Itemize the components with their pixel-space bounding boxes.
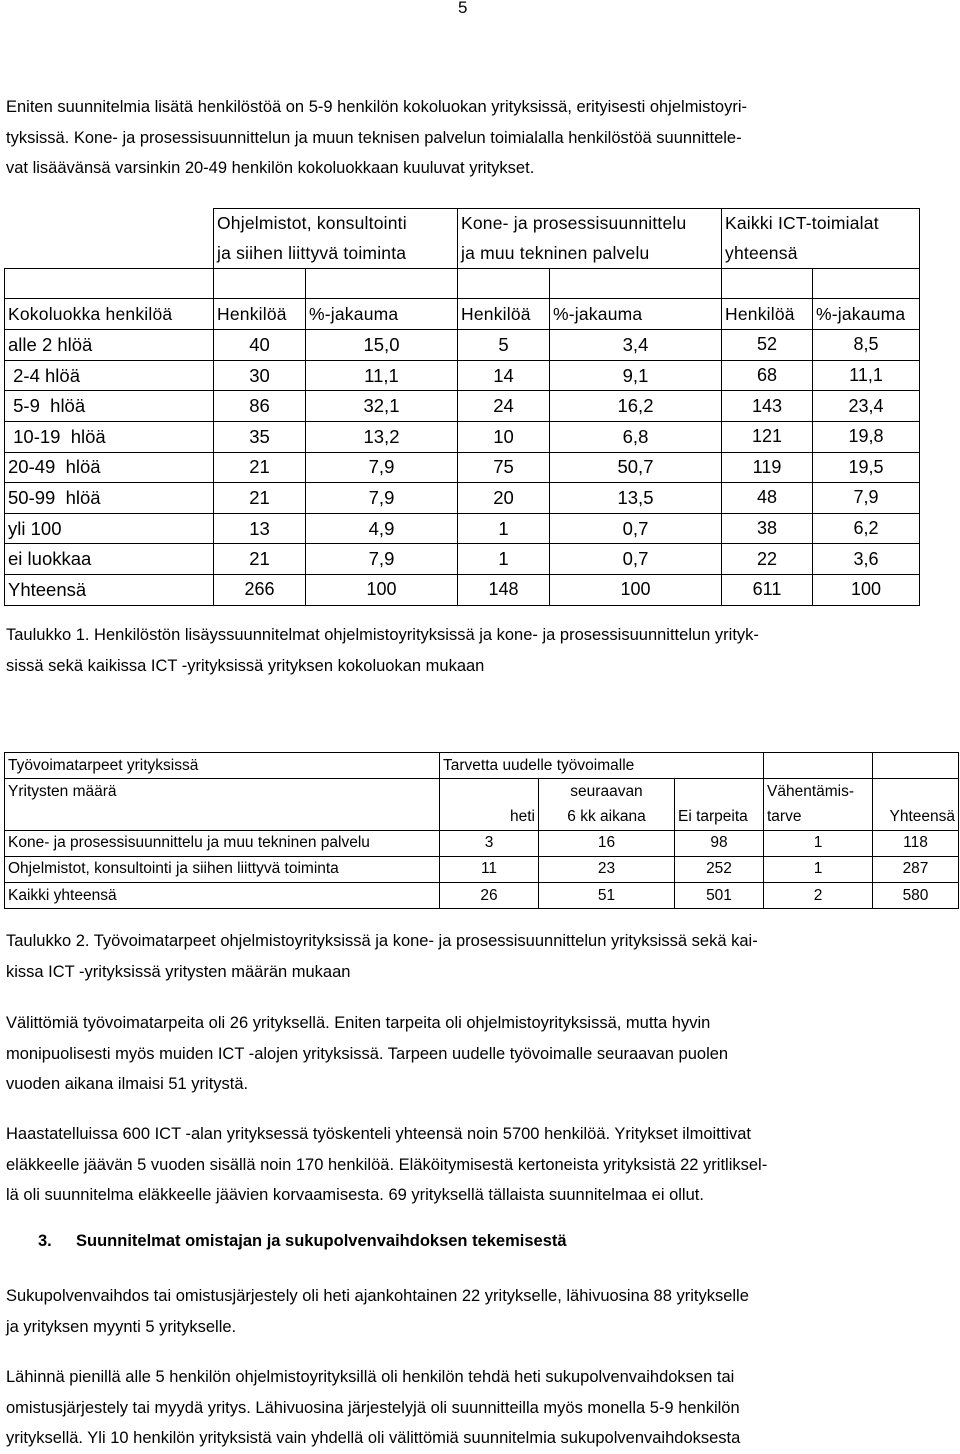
table-cell: 68 — [722, 360, 813, 391]
column-header: %-jakauma — [306, 299, 458, 330]
row-label: ei luokkaa — [5, 544, 214, 575]
table2-caption — [6, 926, 936, 987]
table-cell: 7,9 — [813, 483, 920, 514]
table-cell: 20 — [458, 483, 550, 514]
table-cell: 10 — [458, 421, 550, 452]
table-cell: 13 — [214, 513, 306, 544]
table-cell: 21 — [214, 544, 306, 575]
table-cell: 501 — [675, 882, 764, 908]
table-cell: 580 — [873, 882, 959, 908]
table-cell: 22 — [722, 544, 813, 575]
table-cell: 32,1 — [306, 391, 458, 422]
workforce-needs-table — [4, 752, 959, 909]
table-cell: 11,1 — [306, 360, 458, 391]
table-cell: 16 — [539, 830, 675, 856]
column-header: Kokoluokka henkilöä — [5, 299, 214, 330]
empty-cell — [550, 269, 722, 299]
header-seuraavan: seuraavan — [539, 779, 675, 805]
table-cell: 4,9 — [306, 513, 458, 544]
text-line: Välittömiä työvoimatarpeita oli 26 yrityksellä. Eniten tarpeita oli ohjelmistoyrityksissä, mutta hyvin — [6, 1014, 711, 1032]
table-row — [5, 513, 920, 544]
text-line: Lähinnä pienillä alle 5 henkilön ohjelmistoyrityksillä oli henkilön tehdä heti sukupolvenvaihdoksen tai — [6, 1368, 735, 1386]
group-header-all-ict: Kaikki ICT-toimialat — [722, 209, 920, 239]
table-cell: 8,5 — [813, 330, 920, 361]
staffing-table — [4, 208, 920, 606]
table-cell: 19,8 — [813, 421, 920, 452]
empty-cell — [873, 779, 959, 805]
intro-paragraph — [6, 92, 936, 184]
empty-cell — [5, 804, 440, 830]
empty-cell — [764, 753, 873, 779]
table-cell: 75 — [458, 452, 550, 483]
row-label: 5-9 hlöä — [5, 391, 214, 422]
empty-cell — [675, 753, 764, 779]
caption-line: kissa ICT -yrityksissä yritysten määrän mukaan — [6, 962, 351, 981]
table-cell: 16,2 — [550, 391, 722, 422]
table-row — [5, 882, 959, 908]
empty-cell — [5, 269, 214, 299]
section-title: Suunnitelmat omistajan ja sukupolvenvaihdoksen tekemisestä — [76, 1232, 567, 1250]
table-cell: 3 — [440, 830, 539, 856]
paragraph-succession — [6, 1281, 936, 1342]
table-cell: 26 — [440, 882, 539, 908]
column-header: Henkilöä — [214, 299, 306, 330]
table-row — [5, 483, 920, 514]
table-cell: 21 — [214, 483, 306, 514]
table-cell: 5 — [458, 330, 550, 361]
table-cell: 13,5 — [550, 483, 722, 514]
paragraph-retirement — [6, 1119, 936, 1211]
table-row — [5, 421, 920, 452]
group-header-all-ict-2: yhteensä — [722, 239, 813, 269]
column-header: Henkilöä — [722, 299, 813, 330]
group-header: Tarvetta uudelle työvoimalle — [440, 753, 675, 779]
table-cell: 252 — [675, 856, 764, 882]
empty-cell — [675, 779, 764, 805]
paragraph-workforce — [6, 1008, 936, 1100]
table-row — [5, 452, 920, 483]
row-label: 2-4 hlöä — [5, 360, 214, 391]
section-heading — [38, 1232, 567, 1251]
empty-cell — [5, 209, 214, 239]
sub-label: Yritysten määrä — [5, 779, 440, 805]
table-cell: 13,2 — [306, 421, 458, 452]
table-cell: 51 — [539, 882, 675, 908]
empty-cell — [306, 269, 458, 299]
empty-cell — [813, 269, 920, 299]
header-yhteensa: Yhteensä — [873, 804, 959, 830]
table-cell: 24 — [458, 391, 550, 422]
table-cell: 23 — [539, 856, 675, 882]
row-label: Kone- ja prosessisuunnittelu ja muu tekninen palvelu — [5, 830, 440, 856]
table-row — [5, 544, 920, 575]
table-cell: 287 — [873, 856, 959, 882]
table1-caption — [6, 620, 936, 681]
table-cell: 35 — [214, 421, 306, 452]
table-cell: 1 — [764, 830, 873, 856]
table-cell: 40 — [214, 330, 306, 361]
text-line: Haastatelluissa 600 ICT -alan yrityksessä työskenteli yhteensä noin 5700 henkilöä. Yritykset ilmoittivat — [6, 1125, 752, 1143]
table-cell: 98 — [675, 830, 764, 856]
table-cell: 11 — [440, 856, 539, 882]
caption-line: Taulukko 2. Työvoimatarpeet ohjelmistoyrityksissä ja kone- ja prosessisuunnittelun yrityksissä sekä kai- — [6, 932, 758, 950]
row-label: alle 2 hlöä — [5, 330, 214, 361]
table-cell: 23,4 — [813, 391, 920, 422]
text-line: yrityksellä. Yli 10 henkilön yrityksistä vain yhdellä oli välittömiä suunnitelmia sukupolvenvaihdoksesta — [6, 1429, 741, 1447]
header-6kk: 6 kk aikana — [539, 804, 675, 830]
empty-cell — [214, 269, 306, 299]
text-line: Sukupolvenvaihdos tai omistusjärjestely oli heti ajankohtainen 22 yritykselle, lähivuosina 88 yritykselle — [6, 1287, 749, 1305]
group-header-engineering: Kone- ja prosessisuunnittelu — [458, 209, 722, 239]
table-cell: 0,7 — [550, 513, 722, 544]
text-line: ja yrityksen myynti 5 yritykselle. — [6, 1317, 237, 1336]
table-cell: 118 — [873, 830, 959, 856]
table-cell: 0,7 — [550, 544, 722, 575]
empty-cell — [813, 239, 920, 269]
table-cell: 52 — [722, 330, 813, 361]
paragraph-small-companies — [6, 1362, 936, 1454]
table-cell: 9,1 — [550, 360, 722, 391]
empty-cell — [5, 239, 214, 269]
table-row — [5, 330, 920, 361]
column-header: Henkilöä — [458, 299, 550, 330]
table-cell: 86 — [214, 391, 306, 422]
table-cell: 1 — [458, 513, 550, 544]
table-row — [5, 574, 920, 605]
table-cell: 7,9 — [306, 452, 458, 483]
text-line: vuoden aikana ilmaisi 51 yritystä. — [6, 1075, 249, 1093]
table-cell: 7,9 — [306, 544, 458, 575]
text-line: vat lisäävänsä varsinkin 20-49 henkilön kokoluokkaan kuuluvat yritykset. — [6, 159, 535, 177]
table-cell: 143 — [722, 391, 813, 422]
empty-cell — [458, 269, 550, 299]
table-cell: 100 — [550, 574, 722, 605]
table-cell: 3,4 — [550, 330, 722, 361]
table-row — [5, 360, 920, 391]
empty-cell — [873, 753, 959, 779]
table-cell: 121 — [722, 421, 813, 452]
header-vahentamis: Vähentämis- — [764, 779, 873, 805]
table-cell: 148 — [458, 574, 550, 605]
row-label: 10-19 hlöä — [5, 421, 214, 452]
table-row — [5, 391, 920, 422]
header-ei-tarpeita: Ei tarpeita — [675, 804, 764, 830]
text-line: tyksissä. Kone- ja prosessisuunnittelun ja muun teknisen palvelun toimialalla henkilöstöä suunnittele- — [6, 128, 742, 147]
column-header: %-jakauma — [813, 299, 920, 330]
table-cell: 38 — [722, 513, 813, 544]
row-label: Kaikki yhteensä — [5, 882, 440, 908]
row-label: Ohjelmistot, konsultointi ja siihen liittyvä toiminta — [5, 856, 440, 882]
row-label: 50-99 hlöä — [5, 483, 214, 514]
group-header-engineering-2: ja muu tekninen palvelu — [458, 239, 722, 269]
table-cell: 6,2 — [813, 513, 920, 544]
table-row — [5, 830, 959, 856]
table-cell: 1 — [458, 544, 550, 575]
group-header-software: Ohjelmistot, konsultointi — [214, 209, 458, 239]
page-number: 5 — [458, 0, 468, 17]
table-row — [5, 856, 959, 882]
table-cell: 100 — [306, 574, 458, 605]
table-cell: 21 — [214, 452, 306, 483]
table-cell: 100 — [813, 574, 920, 605]
table-cell: 1 — [764, 856, 873, 882]
table-cell: 50,7 — [550, 452, 722, 483]
text-line: Eniten suunnitelmia lisätä henkilöstöä on 5-9 henkilön kokoluokan yrityksissä, erityisesti ohjelmistoyri- — [6, 98, 748, 116]
row-label: 20-49 hlöä — [5, 452, 214, 483]
text-line: monipuolisesti myös muiden ICT -alojen yrityksissä. Tarpeen uudelle työvoimalle seuraavan puolen — [6, 1044, 729, 1063]
empty-cell — [722, 269, 813, 299]
table-cell: 15,0 — [306, 330, 458, 361]
table-cell: 3,6 — [813, 544, 920, 575]
caption-line: Taulukko 1. Henkilöstön lisäyssuunnitelmat ohjelmistoyrityksissä ja kone- ja prosessisuunnittelun yrityk- — [6, 626, 759, 644]
table-cell: 611 — [722, 574, 813, 605]
header-heti: heti — [440, 804, 539, 830]
empty-cell — [440, 779, 539, 805]
table-cell: 7,9 — [306, 483, 458, 514]
header-tarve: tarve — [764, 804, 873, 830]
table-cell: 2 — [764, 882, 873, 908]
table-cell: 119 — [722, 452, 813, 483]
section-number: 3. — [38, 1232, 52, 1250]
text-line: lä oli suunnitelma eläkkeelle jäävien korvaamisesta. 69 yrityksellä tällaista suunnitelmaa ei ollut. — [6, 1186, 704, 1204]
table-cell: 19,5 — [813, 452, 920, 483]
group-header-software-2: ja siihen liittyvä toiminta — [214, 239, 458, 269]
table-cell: 11,1 — [813, 360, 920, 391]
table-title: Työvoimatarpeet yrityksissä — [5, 753, 440, 779]
table-cell: 6,8 — [550, 421, 722, 452]
table-cell: 30 — [214, 360, 306, 391]
table-cell: 48 — [722, 483, 813, 514]
column-header: %-jakauma — [550, 299, 722, 330]
table-cell: 266 — [214, 574, 306, 605]
table-cell: 14 — [458, 360, 550, 391]
text-line: eläkkeelle jäävän 5 vuoden sisällä noin 170 henkilöä. Eläköitymisestä kertoneista yrityksistä 22 yritliksel- — [6, 1155, 768, 1174]
caption-line: sissä sekä kaikissa ICT -yrityksissä yrityksen kokoluokan mukaan — [6, 656, 485, 675]
row-label: Yhteensä — [5, 574, 214, 605]
row-label: yli 100 — [5, 513, 214, 544]
text-line: omistusjärjestely tai myydä yritys. Lähivuosina järjestelyjä oli suunnitteilla myös monella 5-9 henkilön — [6, 1398, 740, 1417]
